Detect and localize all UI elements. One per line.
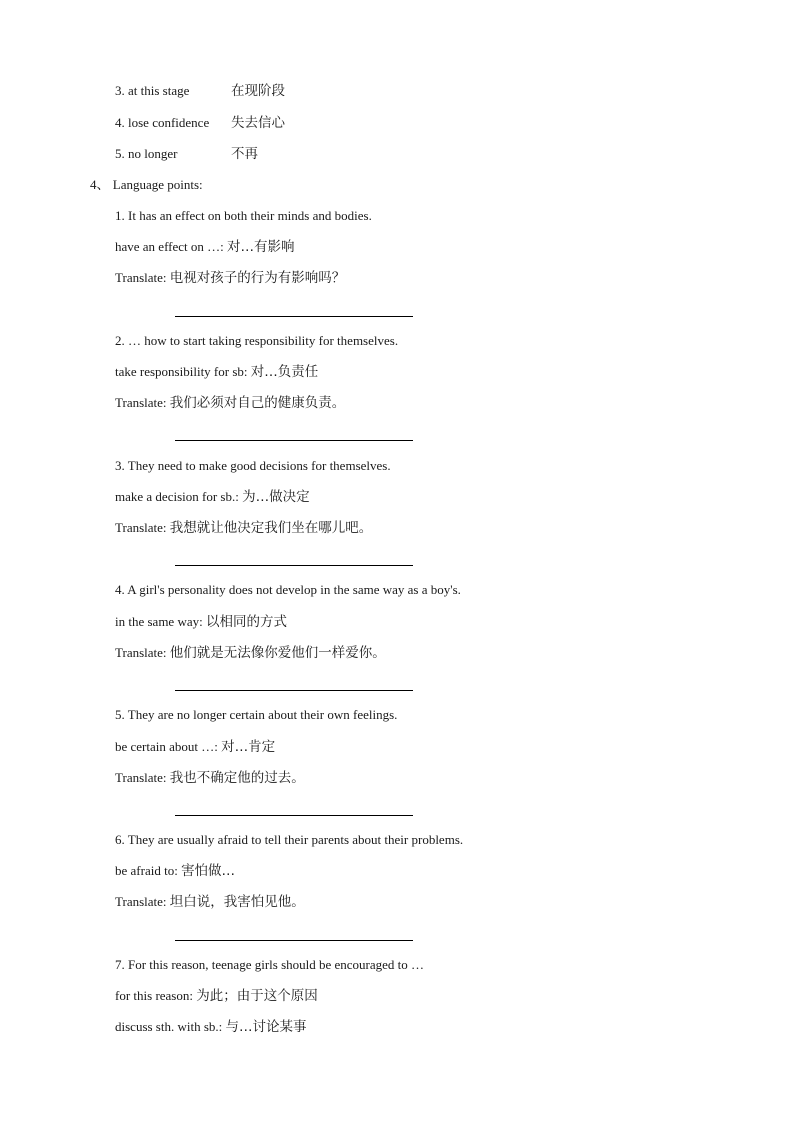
phrase-english: 5. no longer <box>115 146 178 161</box>
translate-label: Translate: <box>115 270 167 285</box>
expression-chinese: 为此；由于这个原因 <box>196 988 318 1004</box>
phrase-chinese: 失去信心 <box>231 115 285 131</box>
translate-label: Translate: <box>115 770 167 785</box>
expression-chinese: 对…有影响 <box>227 239 295 255</box>
translate-chinese: 他们就是无法像你爱他们一样爱你。 <box>169 645 386 661</box>
phrase-english: 4. lose confidence <box>115 115 210 130</box>
expression-english: take responsibility for sb: <box>115 364 248 379</box>
point-expression <box>115 489 310 505</box>
answer-blank[interactable] <box>175 815 413 816</box>
translate-prompt <box>115 395 345 411</box>
expression-chinese: 对…肯定 <box>221 739 276 755</box>
answer-blank[interactable] <box>175 316 413 317</box>
expression-english: be certain about …: <box>115 739 218 754</box>
answer-blank[interactable] <box>175 565 413 566</box>
expression-chinese: 为…做决定 <box>242 489 310 505</box>
expression-chinese: 以相同的方式 <box>205 614 287 630</box>
phrase-chinese: 在现阶段 <box>231 83 285 99</box>
point-expression <box>115 863 235 879</box>
point-expression <box>115 1019 307 1035</box>
translate-prompt <box>115 894 305 910</box>
translate-label: Translate: <box>115 520 167 535</box>
translate-chinese: 坦白说，我害怕见他。 <box>169 894 305 910</box>
translate-chinese: 我想就让他决定我们坐在哪儿吧。 <box>169 520 373 536</box>
expression-chinese: 对…负责任 <box>250 364 319 380</box>
translate-prompt <box>115 520 372 536</box>
point-expression <box>115 364 318 380</box>
point-expression <box>115 239 295 255</box>
answer-blank[interactable] <box>175 440 413 441</box>
answer-blank[interactable] <box>175 940 413 941</box>
expression-english: be afraid to: <box>115 863 178 878</box>
expression-english: make a decision for sb.: <box>115 489 239 504</box>
point-sentence: 5. They are no longer certain about their own feelings. <box>115 707 398 722</box>
point-sentence: 4. A girl's personality does not develop in the same way as a boy's. <box>115 582 461 597</box>
point-sentence: 2. … how to start taking responsibility for themselves. <box>115 333 399 348</box>
translate-label: Translate: <box>115 395 167 410</box>
phrase-chinese: 不再 <box>231 146 258 162</box>
phrase-english: 3. at this stage <box>115 83 190 98</box>
point-sentence: 3. They need to make good decisions for themselves. <box>115 458 391 473</box>
expression-chinese: 害怕做… <box>181 863 236 879</box>
point-sentence: 1. It has an effect on both their minds and bodies. <box>115 208 372 223</box>
section-title: 4、 Language points: <box>90 177 203 192</box>
phrase-row <box>115 83 285 99</box>
point-sentence: 6. They are usually afraid to tell their parents about their problems. <box>115 832 464 847</box>
expression-english: discuss sth. with sb.: <box>115 1019 223 1034</box>
expression-english: have an effect on …: <box>115 239 224 254</box>
translate-prompt <box>115 770 305 786</box>
point-expression <box>115 739 275 755</box>
phrase-row <box>115 146 258 162</box>
translate-prompt <box>115 270 345 286</box>
expression-english: in the same way: <box>115 614 203 629</box>
translate-chinese: 我也不确定他的过去。 <box>169 770 305 786</box>
translate-chinese: 我们必须对自己的健康负责。 <box>169 395 346 411</box>
point-expression <box>115 614 287 630</box>
phrase-row <box>115 115 285 131</box>
expression-english: for this reason: <box>115 988 193 1003</box>
point-expression <box>115 988 318 1004</box>
translate-label: Translate: <box>115 645 167 660</box>
translate-prompt <box>115 645 386 661</box>
translate-chinese: 电视对孩子的行为有影响吗？ <box>169 270 346 286</box>
point-sentence: 7. For this reason, teenage girls should be encouraged to … <box>115 957 425 972</box>
translate-label: Translate: <box>115 894 167 909</box>
answer-blank[interactable] <box>175 690 413 691</box>
expression-chinese: 与…讨论某事 <box>225 1019 307 1035</box>
